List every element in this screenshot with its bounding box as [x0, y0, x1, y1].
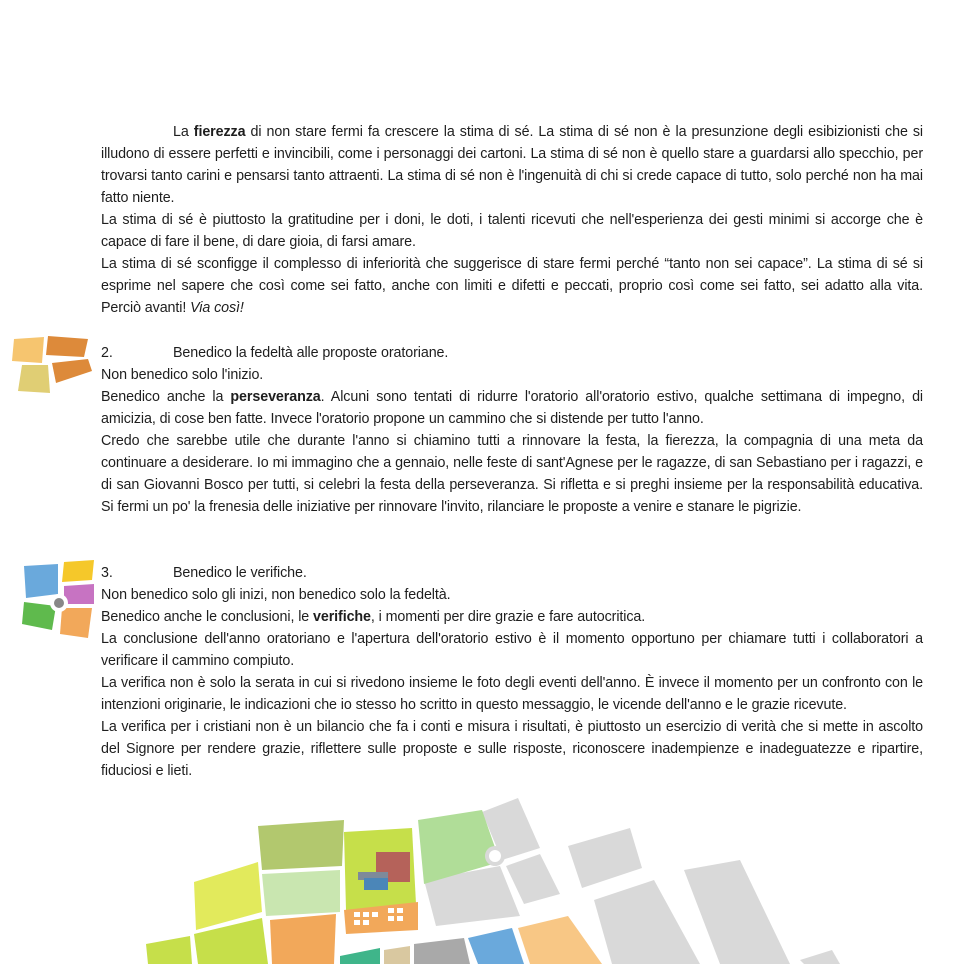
section-3-heading: 3. Benedico le verifiche.: [101, 562, 923, 584]
orange-blocks-icon: [10, 333, 94, 397]
section-2-number: 2.: [101, 345, 113, 361]
section-2-heading: 2. Benedico la fedeltà alle proposte oratoriane.: [101, 342, 923, 364]
verifiche-bold: verifiche: [313, 609, 371, 625]
section-2-line-1: Non benedico solo l'inizio.: [101, 367, 264, 383]
colorful-blocks-pin-icon: [20, 558, 96, 642]
section-2-paragraph-1: Benedico anche la perseveranza. Alcuni sono tentati di ridurre l'oratorio all'oratorio estivo, qualche settimana di impegno, di amicizia, di cose ben fatte. Invece l'oratorio propone un cammino che si distende per tutto l'anno.: [101, 389, 923, 427]
section-3-paragraph-3: La verifica non è solo la serata in cui si rivedono insieme le foto degli eventi dell'anno. È invece il momento per un confronto con le intenzioni originarie, le indicazioni che io stesso ho scritto in questo messaggio, le vicende dell'anno e le grazie ricevute.: [101, 675, 923, 713]
section-3-paragraph-2: La conclusione dell'anno oratoriano e l'apertura dell'oratorio estivo è il momento opportuno per chiamare tutti i collaboratori a verificare il cammino compiuto.: [101, 631, 923, 669]
via-cosi-italic: Via così!: [190, 300, 244, 316]
section-3-paragraph-1: Benedico anche le conclusioni, le verifiche, i momenti per dire grazie e fare autocritica.: [101, 609, 646, 625]
intro-text: [101, 121, 923, 319]
section-3-line-1: Non benedico solo gli inizi, non benedico solo la fedeltà.: [101, 587, 451, 603]
intro-paragraph-1: La fierezza di non stare fermi fa crescere la stima di sé. La stima di sé non è la presunzione degli esibizionisti che si illudono di essere perfetti e invincibili, come i personaggi dei cartoni. La stima di sé non è quello stare a guardarsi allo specchio, per trovarsi tanto carini e pensarsi tanto attraenti. La stima di sé non è l'ingenuità di chi si crede capace di tutto, solo perché non ha mai fatto niente.: [101, 124, 924, 206]
intro-paragraph-2: La stima di sé è piuttosto la gratitudine per i doni, le doti, i talenti ricevuti che nell'esperienza dei gesti minimi si accorge che è capace di fare il bene, di dare gioia, di farsi amare.: [101, 212, 923, 250]
intro-paragraph-3: La stima di sé sconfigge il complesso di inferiorità che suggerisce di stare fermi perché “tanto non sei capace”. La stima di sé si esprime nel sapere che così come sei fatto, anche con limiti e difetti e peccati, proprio così come sei fatto, sei adatto alla vita. Perciò avanti! Via così!: [101, 256, 923, 316]
fierezza-bold: fierezza: [193, 124, 246, 140]
perseveranza-bold: perseveranza: [230, 389, 321, 405]
section-2: [101, 342, 923, 518]
section-3-number: 3.: [101, 565, 113, 581]
section-3-paragraph-4: La verifica per i cristiani non è un bilancio che fa i conti e misura i risultati, è piuttosto un esercizio di verità che si mette in ascolto del Signore per rendere grazie, riflettere sulle proposte e sulle risposte, riconoscere inadempienze e inadeguatezze e ripartire, fiduciosi e lieti.: [101, 719, 923, 779]
section-2-paragraph-2: Credo che sarebbe utile che durante l'anno si chiamino tutti a rinnovare la festa, la fierezza, la compagnia di una meta da continuare a desiderare. Io mi immagino che a gennaio, nelle feste di sant'Agnese per le ragazze, di san Sebastiano per i ragazzi, e di san Giovanni Bosco per tutti, si celebri la festa della perseveranza. Si rifletta e si preghi insieme per la responsabilità educativa. Si fermi un po' la frenesia delle iniziative per rinnovare l'invito, rilanciare le proposte a venire e stanare le pigrizie.: [101, 433, 923, 515]
section-3: [101, 562, 923, 782]
